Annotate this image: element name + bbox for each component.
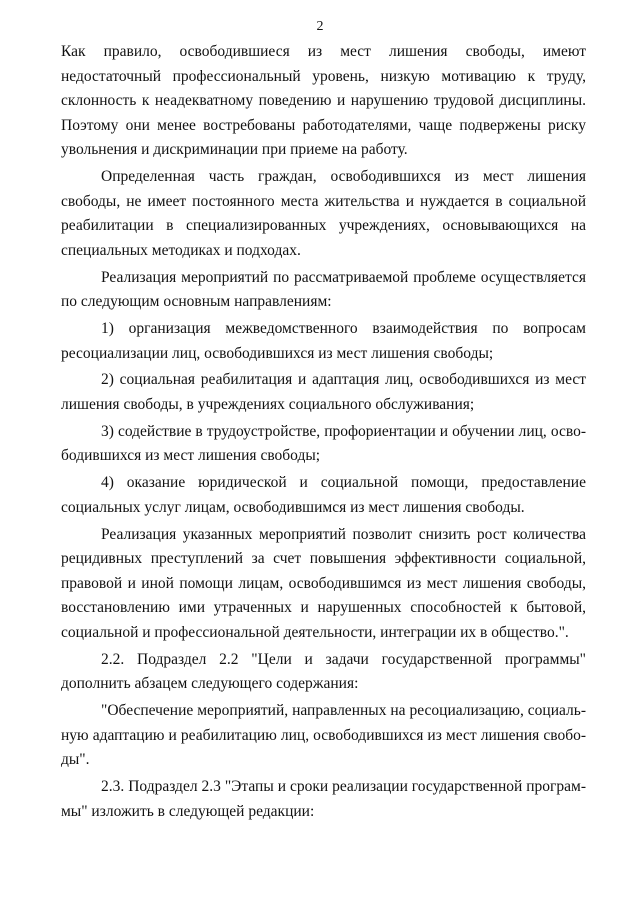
paragraph-subsection-2-2-amendment: 2.2. Подраздел 2.2 "Цели и задачи государственной программы" дополнить абзацем следующего содержания: — [61, 650, 586, 693]
document-body — [61, 40, 586, 826]
paragraph-no-permanent-residence: Определенная часть граждан, освободившихся из мест лишения свободы, не имеет постоянного места жительства и нуждается в социальной реабилитации в специализированных учреждениях, основывающихся на специальных методиках и подходах. — [61, 168, 586, 259]
list-item-employment-assistance: 3) содействие в трудоустройстве, профориентации и обучении лиц, освободившихся из мест лишения свободы; — [61, 422, 586, 465]
paragraph-subsection-2-3-amendment: 2.3. Подраздел 2.3 "Этапы и сроки реализации государственной программы" изложить в следующей редакции: — [61, 778, 586, 820]
list-item-legal-social-aid: 4) оказание юридической и социальной помощи, предоставление социальных услуг лицам, освободившимся из мест лишения свободы. — [61, 474, 586, 516]
paragraph-directions-intro: Реализация мероприятий по рассматриваемой проблеме осуществляется по следующим основным направлениям: — [61, 268, 586, 311]
paragraph-reoffender-characteristics: Как правило, освободившиеся из мест лишения свободы, имеют недостаточный профессиональный уровень, низкую мотивацию к труду, склонность к неадекватному поведению и нарушению трудовой дисциплины. Поэтому они менее востребованы работодателями, чаще подвержены риску увольнения и дискриминации при приеме на работу. — [61, 43, 586, 159]
paragraph-expected-outcome: Реализация указанных мероприятий позволит снизить рост количества рецидивных преступлений за счет повышения эффективности социальной, правовой и иной помощи лицам, освободившимся из мест лишения свободы, восстановлению ими утраченных и нарушенных способностей к бытовой, социальной и профессиональной деятельности, интеграции их в общество.". — [61, 525, 586, 641]
page-number: 2 — [316, 19, 324, 34]
list-item-interagency-cooperation: 1) организация межведомственного взаимодействия по вопросам ресоциализации лиц, освободившихся из мест лишения свободы; — [61, 320, 586, 362]
list-item-social-rehabilitation: 2) социальная реабилитация и адаптация лиц, освободившихся из мест лишения свободы, в учреждениях социального обслуживания; — [61, 371, 586, 414]
paragraph-quoted-addition: "Обеспечение мероприятий, направленных на ресоциализацию, социальную адаптацию и реабилитацию лиц, освободившихся из мест лишения свободы". — [61, 702, 586, 769]
